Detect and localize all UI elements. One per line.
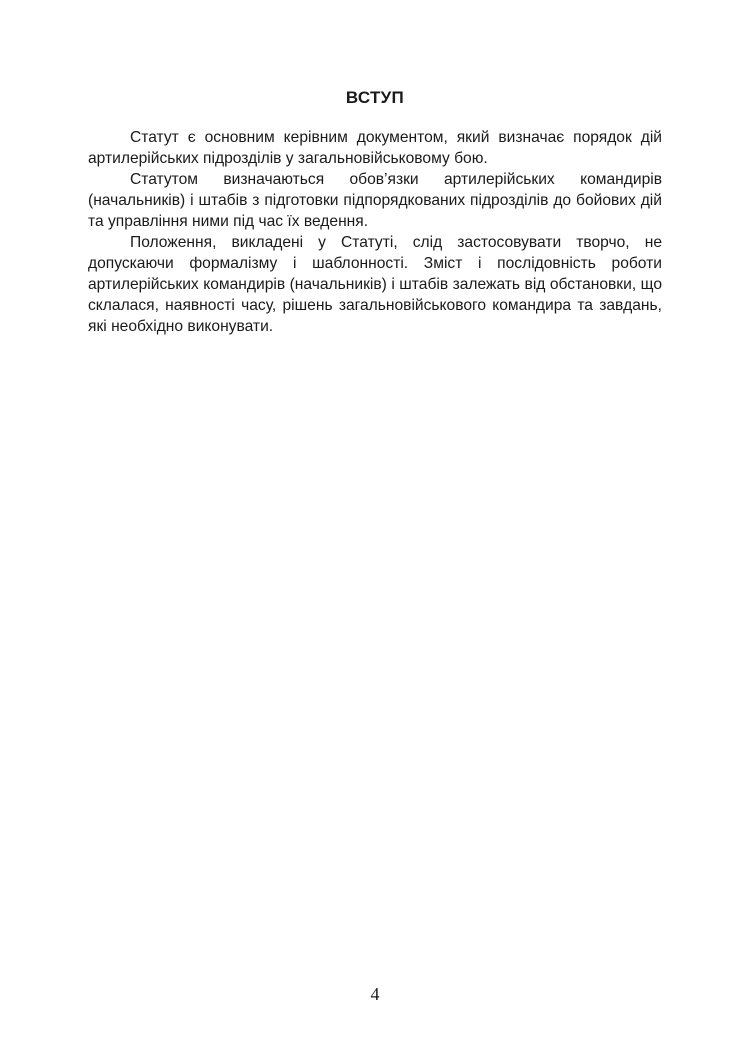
page-title: ВСТУП (345, 88, 405, 107)
paragraph-1: Статут є основним керівним документом, який визначає порядок дій артилерійських підрозділів у загальновійськовому бою. (88, 129, 662, 167)
page-number: 4 (370, 984, 380, 1004)
document-body (88, 127, 662, 337)
paragraph-3: Положення, викладені у Статуті, слід застосовувати творчо, не допускаючи формалізму і шаблонності. Зміст і послідовність роботи артилерійських командирів (начальників) і штабів залежать від обстановки, що склалася, наявності часу, рішень загальновійськового командира та завдань, які необхідно виконувати. (88, 234, 662, 335)
paragraph-2: Статутом визначаються обов’язки артилерійських командирів (начальників) і штабів з підготовки підпорядкованих підрозділів до бойових дій та управління ними під час їх ведення. (88, 171, 662, 230)
